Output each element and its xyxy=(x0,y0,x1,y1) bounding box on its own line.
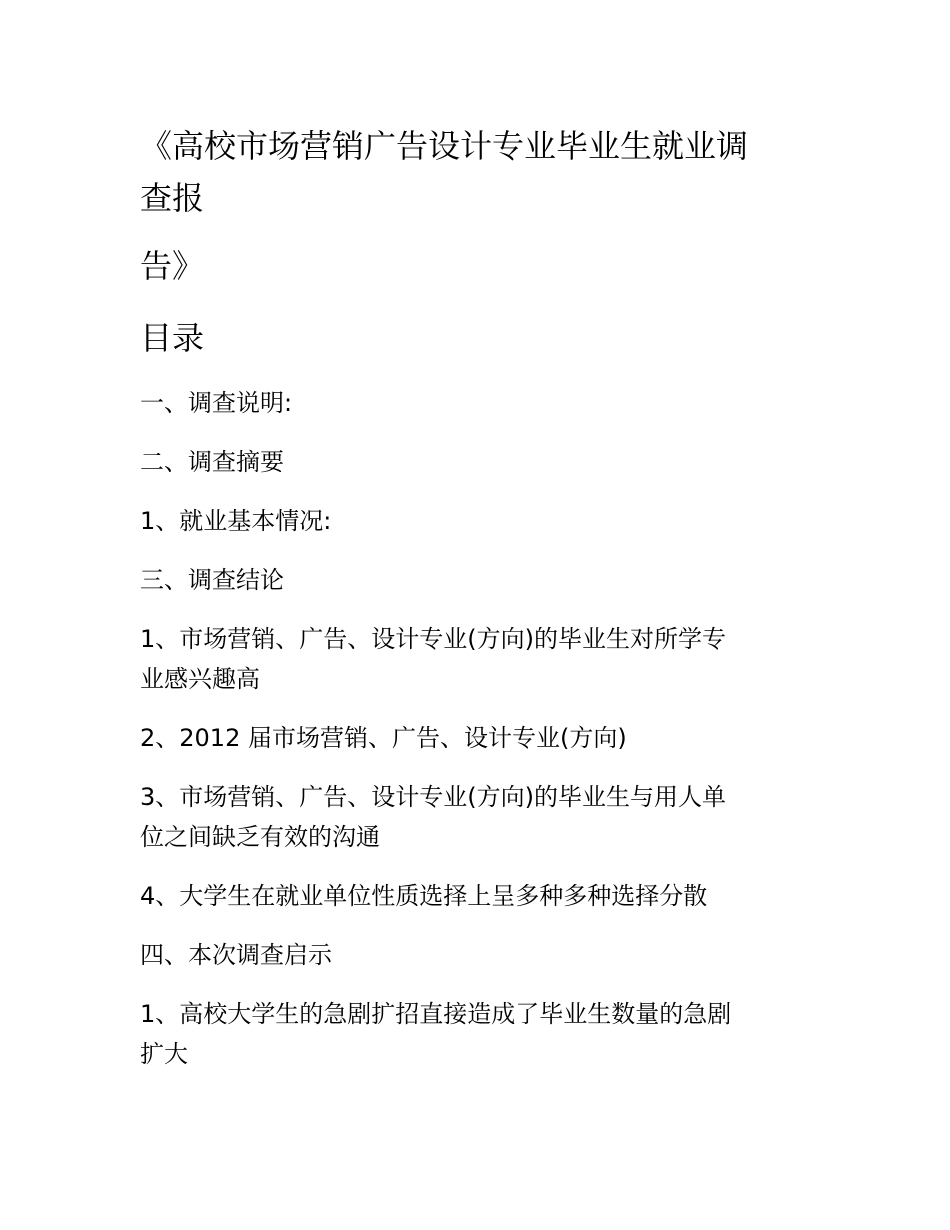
toc-item-text: 一、调查说明: xyxy=(140,389,293,417)
toc-item-text: 1、就业基本情况: xyxy=(140,507,332,535)
document-title xyxy=(140,120,820,292)
toc-item-text: 四、本次调查启示 xyxy=(140,941,332,969)
title-line-2: 告》 xyxy=(140,247,205,285)
toc-item xyxy=(140,501,820,541)
toc-item-text-continued: 位之间缺乏有效的沟通 xyxy=(140,823,380,851)
toc-item xyxy=(140,442,820,482)
title-line-1-continued: 查报 xyxy=(140,179,205,217)
toc-item-text: 三、调查结论 xyxy=(140,566,284,594)
toc-item xyxy=(140,777,820,857)
toc-item xyxy=(140,619,820,699)
toc-item xyxy=(140,718,820,758)
toc-item-text-continued: 扩大 xyxy=(140,1040,188,1068)
toc-item xyxy=(140,383,820,423)
toc-item xyxy=(140,935,820,975)
toc-heading: 目录 xyxy=(140,319,205,357)
title-line-1: 《高校市场营销广告设计专业毕业生就业调 xyxy=(140,127,749,165)
toc-item-text: 2、2012 届市场营销、广告、设计专业(方向) xyxy=(140,724,627,752)
toc-item-text: 1、高校大学生的急剧扩招直接造成了毕业生数量的急剧 xyxy=(140,1000,732,1028)
toc-item xyxy=(140,994,820,1074)
toc-item xyxy=(140,560,820,600)
toc-item-text: 1、市场营销、广告、设计专业(方向)的毕业生对所学专 xyxy=(140,625,726,653)
table-of-contents xyxy=(140,383,820,1093)
toc-item-text: 3、市场营销、广告、设计专业(方向)的毕业生与用人单 xyxy=(140,783,726,811)
toc-item-text: 二、调查摘要 xyxy=(140,448,284,476)
toc-item xyxy=(140,876,820,916)
toc-item-text: 4、大学生在就业单位性质选择上呈多种多种选择分散 xyxy=(140,882,708,910)
toc-item-text-continued: 业感兴趣高 xyxy=(140,665,260,693)
